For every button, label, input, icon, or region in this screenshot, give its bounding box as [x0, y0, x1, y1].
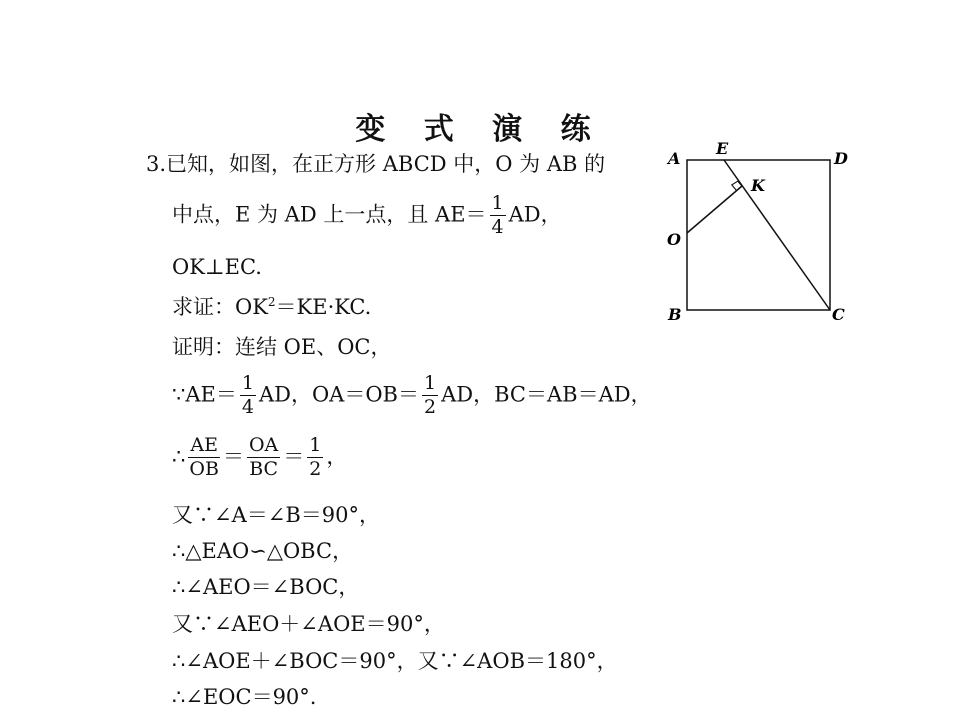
proof-intro: 证明：连结 OE、OC， — [172, 335, 392, 359]
problem-line-2-text: 中点，E 为 AD 上一点，且 AE＝ — [172, 202, 487, 227]
fraction-one-quarter — [240, 374, 256, 418]
fraction-ae-ob — [188, 436, 220, 480]
label-k: K — [751, 176, 765, 195]
fraction-denominator: 2 — [424, 395, 437, 418]
fraction-denominator: BC — [249, 457, 279, 480]
problem-line-3: OK⊥EC. — [172, 255, 262, 279]
label-e: E — [716, 139, 729, 158]
fraction-one-half — [422, 374, 438, 418]
segment-ok — [687, 186, 742, 233]
problem-line-1: 3.已知，如图，在正方形 ABCD 中，O 为 AB 的 — [146, 152, 606, 176]
exponent: 2 — [267, 295, 276, 309]
problem-line-2 — [172, 194, 562, 238]
fraction-numerator: 1 — [241, 372, 254, 394]
proof-step-5: ∴∠AEO＝∠BOC， — [172, 575, 360, 599]
prove-statement — [172, 296, 371, 318]
fraction-numerator: 1 — [491, 192, 504, 214]
proof-step-1-text-2: AD，OA＝OB＝ — [258, 382, 419, 407]
proof-step-6: 又∵∠AEO＋∠AOE＝90°， — [172, 612, 445, 636]
fraction-one-half — [307, 436, 323, 480]
section-title: 变 式 演 练 — [355, 112, 605, 147]
proof-step-1-text-3: AD，BC＝AB＝AD， — [441, 382, 652, 407]
comma: ， — [326, 444, 348, 469]
fraction-numerator: AE — [190, 434, 218, 456]
label-a: A — [668, 149, 681, 168]
proof-step-2 — [172, 436, 347, 480]
fraction-denominator: OB — [189, 457, 219, 480]
segment-ec — [724, 160, 830, 310]
right-angle-mark — [732, 181, 743, 190]
proof-step-4: ∴△EAO∽△OBC， — [172, 539, 354, 563]
proof-step-8: ∴∠EOC＝90°. — [172, 685, 317, 709]
proof-step-1 — [172, 374, 652, 418]
square-geometry-figure — [660, 136, 860, 336]
fraction-oa-bc — [247, 436, 280, 480]
proof-step-3: 又∵∠A＝∠B＝90°， — [172, 503, 381, 527]
proof-step-7: ∴∠AOE＋∠BOC＝90°，又∵∠AOB＝180°， — [172, 649, 618, 673]
label-d: D — [834, 149, 848, 168]
label-o: O — [667, 230, 681, 249]
prove-text-end: ＝KE·KC. — [275, 295, 372, 319]
equals-sign: ＝ — [222, 444, 244, 469]
fraction-one-quarter — [490, 194, 506, 238]
prove-text: 求证：OK — [172, 295, 268, 319]
label-c: C — [832, 305, 845, 324]
label-b: B — [668, 305, 682, 324]
fraction-numerator: 1 — [424, 372, 437, 394]
problem-line-2-end: AD， — [508, 202, 562, 227]
fraction-denominator: 4 — [491, 215, 504, 238]
fraction-denominator: 2 — [309, 457, 322, 480]
fraction-numerator: 1 — [309, 434, 322, 456]
equals-sign: ＝ — [283, 444, 305, 469]
therefore-symbol: ∴ — [172, 444, 186, 469]
proof-step-1-text: ∵AE＝ — [172, 382, 237, 407]
fraction-denominator: 4 — [241, 395, 254, 418]
fraction-numerator: OA — [248, 434, 279, 456]
